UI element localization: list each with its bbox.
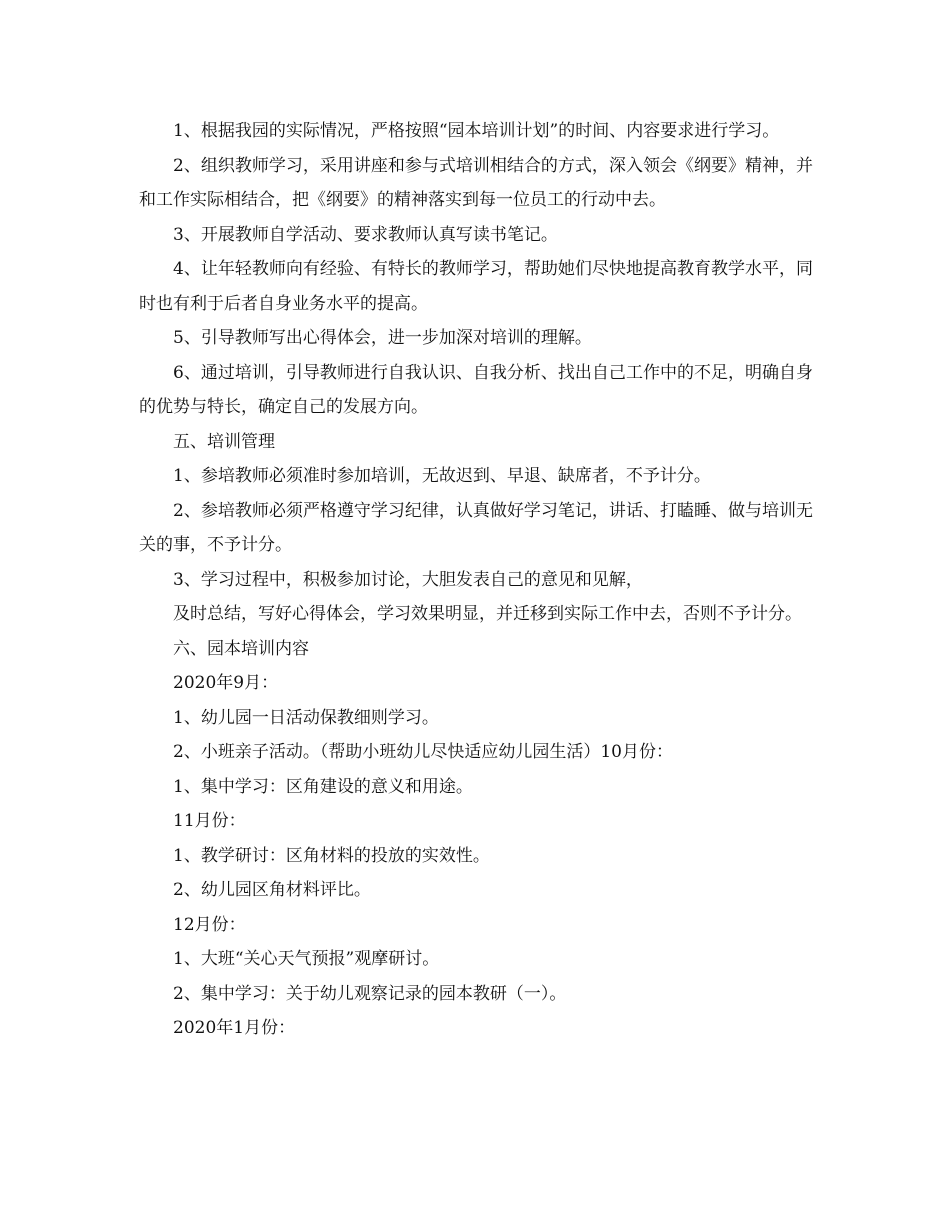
paragraph: 2、组织教师学习，采用讲座和参与式培训相结合的方式，深入领会《纲要》精神，并和工作实际相结合，把《纲要》的精神落实到每一位员工的行动中去。 bbox=[139, 155, 813, 210]
paragraph: 1、参培教师必须准时参加培训，无故迟到、早退、缺席者，不予计分。 bbox=[173, 466, 711, 486]
paragraph: 2、参培教师必须严格遵守学习纪律，认真做好学习笔记，讲话、打瞌睡、做与培训无关的事，不予计分。 bbox=[139, 500, 813, 555]
month-heading: 2020年1月份： bbox=[173, 1018, 296, 1038]
paragraph: 3、学习过程中，积极参加讨论，大胆发表自己的意见和见解， bbox=[173, 569, 643, 590]
month-heading: 2020年9月： bbox=[173, 673, 279, 693]
paragraph: 2、幼儿园区角材料评比。 bbox=[173, 880, 371, 900]
document-body bbox=[139, 114, 813, 1046]
paragraph: 6、通过培训，引导教师进行自我认识、自我分析、找出自己工作中的不足，明确自身的优势与特长，确定自己的发展方向。 bbox=[139, 362, 813, 417]
paragraph: 2、集中学习：关于幼儿观察记录的园本教研（一）。 bbox=[173, 983, 567, 1004]
paragraph: 4、让年轻教师向有经验、有特长的教师学习，帮助她们尽快地提高教育教学水平，同时也有利于后者自身业务水平的提高。 bbox=[139, 259, 813, 314]
paragraph: 2、小班亲子活动。（帮助小班幼儿尽快适应幼儿园生活）10月份： bbox=[173, 742, 673, 762]
paragraph: 1、集中学习：区角建设的意义和用途。 bbox=[173, 776, 473, 797]
paragraph: 3、开展教师自学活动、要求教师认真写读书笔记。 bbox=[173, 224, 558, 245]
month-heading: 12月份： bbox=[173, 914, 246, 935]
section-heading: 五、培训管理 bbox=[173, 431, 275, 452]
paragraph: 1、大班“关心天气预报”观摩研讨。 bbox=[173, 949, 440, 969]
paragraph: 1、幼儿园一日活动保教细则学习。 bbox=[173, 707, 439, 728]
month-heading: 11月份： bbox=[173, 811, 246, 831]
paragraph: 1、教学研讨：区角材料的投放的实效性。 bbox=[173, 845, 490, 866]
section-heading: 六、园本培训内容 bbox=[173, 638, 309, 659]
paragraph: 及时总结，写好心得体会，学习效果明显，并迁移到实际工作中去，否则不予计分。 bbox=[173, 604, 802, 624]
paragraph: 1、根据我园的实际情况，严格按照“园本培训计划”的时间、内容要求进行学习。 bbox=[173, 121, 780, 141]
paragraph: 5、引导教师写出心得体会，进一步加深对培训的理解。 bbox=[173, 328, 592, 348]
